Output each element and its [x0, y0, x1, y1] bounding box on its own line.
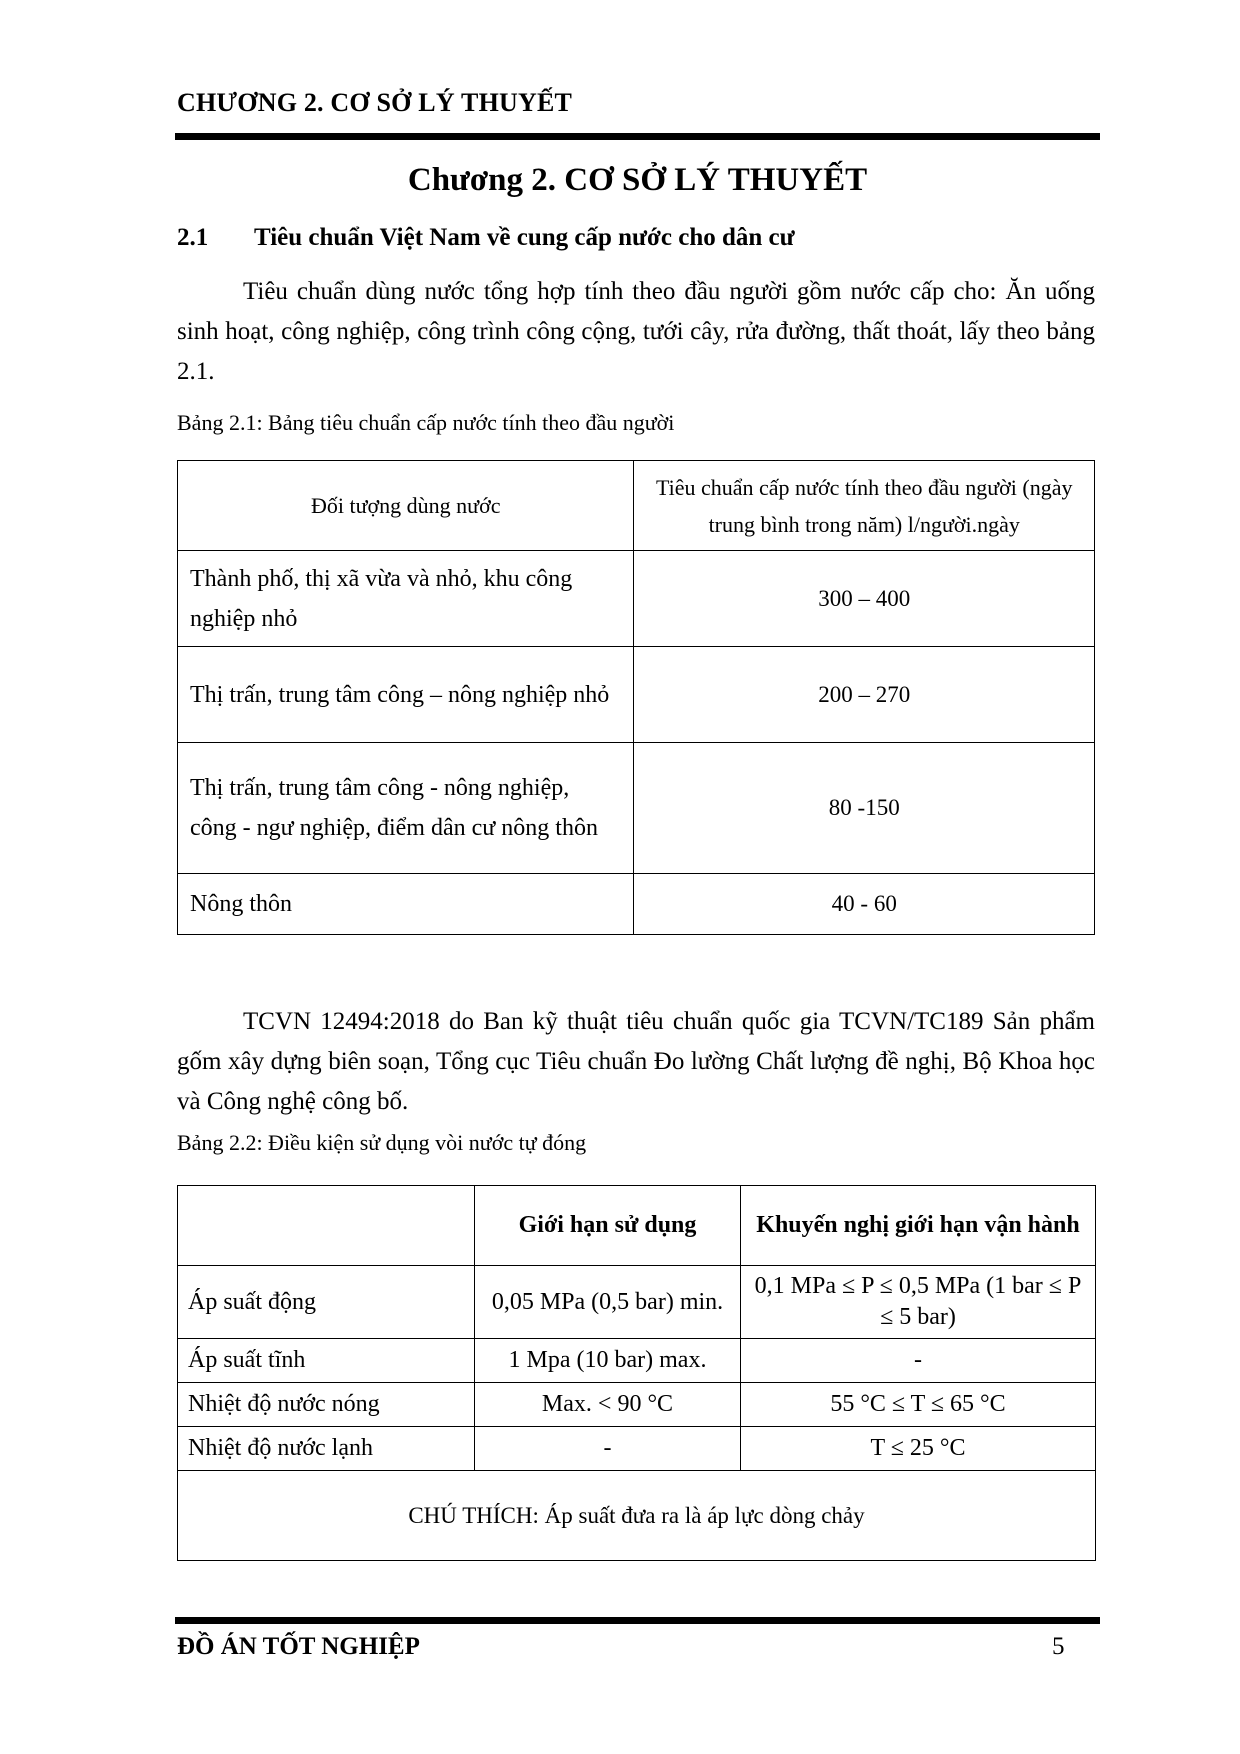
table-row: [178, 1383, 1096, 1427]
table-header-row: [178, 461, 1095, 551]
table-cell: 300 – 400: [634, 551, 1095, 647]
faucet-conditions-table: [177, 1185, 1096, 1561]
table-note: CHÚ THÍCH: Áp suất đưa ra là áp lực dòng chảy: [178, 1471, 1096, 1561]
table-header-cell: [178, 1186, 475, 1266]
water-standard-table: [177, 460, 1095, 935]
table-row: [178, 874, 1095, 935]
table-row: [178, 743, 1095, 874]
table-cell: Nhiệt độ nước nóng: [178, 1383, 475, 1427]
table-cell: 0,1 MPa ≤ P ≤ 0,5 MPa (1 bar ≤ P ≤ 5 bar): [741, 1266, 1096, 1339]
table-header-cell: Giới hạn sử dụng: [475, 1186, 741, 1266]
table-row: [178, 1266, 1096, 1339]
table2-caption: Bảng 2.2: Điều kiện sử dụng vòi nước tự đóng: [177, 1130, 587, 1155]
paragraph-2: TCVN 12494:2018 do Ban kỹ thuật tiêu chuẩn quốc gia TCVN/TC189 Sản phẩm gốm xây dựng biên soạn, Tổng cục Tiêu chuẩn Đo lường Chất lượng đề nghị, Bộ Khoa học và Công nghệ công bố.: [177, 1008, 1095, 1115]
table-row: [178, 1339, 1096, 1383]
table-cell: Áp suất tĩnh: [178, 1339, 475, 1383]
table-cell: -: [741, 1339, 1096, 1383]
table-header-cell: Đối tượng dùng nước: [178, 461, 634, 551]
table-cell: Nhiệt độ nước lạnh: [178, 1427, 475, 1471]
table-header-row: [178, 1186, 1096, 1266]
table-cell: 80 -150: [634, 743, 1095, 874]
section-number: 2.1: [177, 224, 209, 251]
table-row: [178, 1427, 1096, 1471]
table-cell: Thành phố, thị xã vừa và nhỏ, khu công nghiệp nhỏ: [178, 551, 634, 647]
running-header: CHƯƠNG 2. CƠ SỞ LÝ THUYẾT: [177, 88, 573, 117]
header-rule: [175, 133, 1100, 140]
section-title: Tiêu chuẩn Việt Nam về cung cấp nước cho dân cư: [254, 224, 795, 251]
table-cell: 200 – 270: [634, 647, 1095, 743]
running-footer: ĐỒ ÁN TỐT NGHIỆP: [177, 1633, 420, 1660]
table-cell: Thị trấn, trung tâm công – nông nghiệp nhỏ: [178, 647, 634, 743]
table-row: [178, 551, 1095, 647]
table-cell: Nông thôn: [178, 874, 634, 935]
page-number: 5: [1052, 1633, 1065, 1660]
table-row: [178, 647, 1095, 743]
section-heading: [177, 224, 795, 252]
table-cell: Thị trấn, trung tâm công - nông nghiệp, công - ngư nghiệp, điểm dân cư nông thôn: [178, 743, 634, 874]
paragraph-1: Tiêu chuẩn dùng nước tổng hợp tính theo đầu người gồm nước cấp cho: Ăn uống sinh hoạt, công nghiệp, công trình công cộng, tưới cây, rửa đường, thất thoát, lấy theo bảng 2.1.: [177, 278, 1095, 385]
table1-caption: Bảng 2.1: Bảng tiêu chuẩn cấp nước tính theo đầu người: [177, 410, 675, 435]
table-cell: Áp suất động: [178, 1266, 475, 1339]
table-cell: -: [475, 1427, 741, 1471]
table-header-cell: Tiêu chuẩn cấp nước tính theo đầu người (ngày trung bình trong năm) l/người.ngày: [634, 461, 1095, 551]
table-cell: Max. < 90 °C: [475, 1383, 741, 1427]
footer-rule: [175, 1617, 1100, 1624]
table-header-cell: Khuyến nghị giới hạn vận hành: [741, 1186, 1096, 1266]
table-cell: 55 °C ≤ T ≤ 65 °C: [741, 1383, 1096, 1427]
chapter-title: Chương 2. CƠ SỞ LÝ THUYẾT: [407, 162, 868, 198]
table-cell: 1 Mpa (10 bar) max.: [475, 1339, 741, 1383]
table-cell: 40 - 60: [634, 874, 1095, 935]
table-note-row: [178, 1471, 1096, 1561]
table-cell: 0,05 MPa (0,5 bar) min.: [475, 1266, 741, 1339]
table-cell: T ≤ 25 °C: [741, 1427, 1096, 1471]
